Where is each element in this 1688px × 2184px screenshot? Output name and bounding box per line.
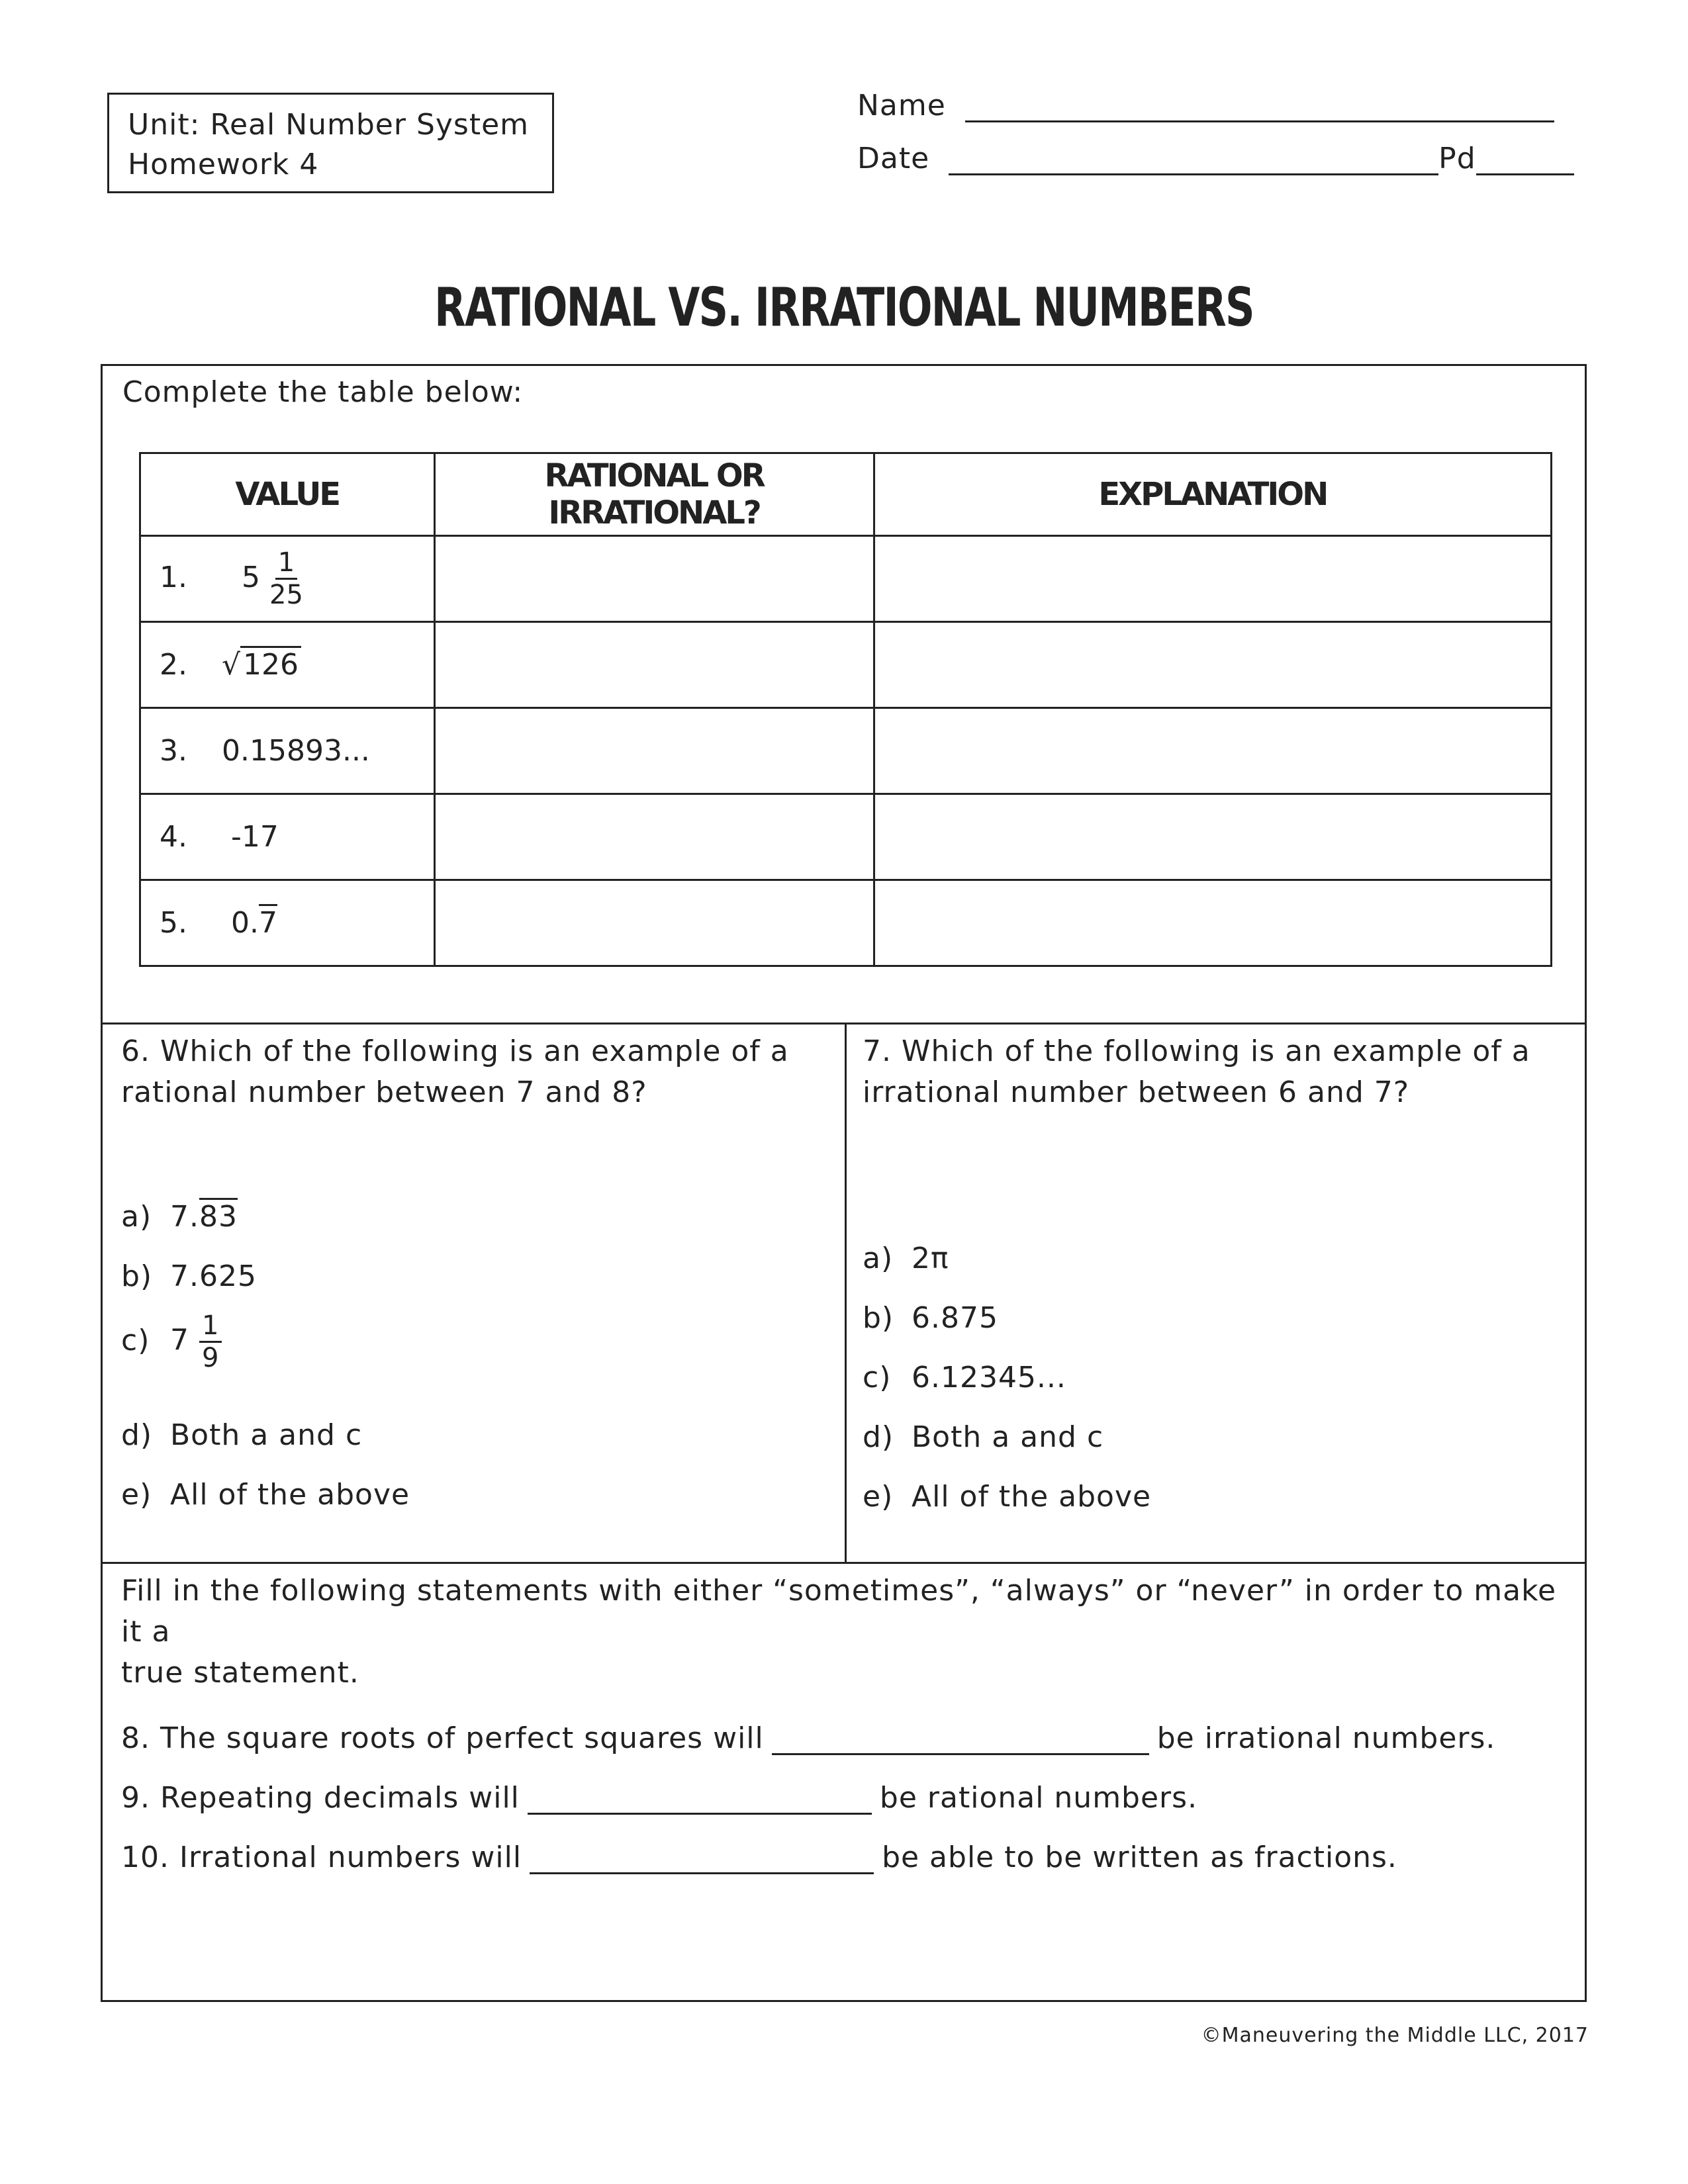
question-6-line-2: rational number between 7 and 8? xyxy=(121,1075,647,1109)
option-label: a) xyxy=(863,1242,894,1275)
statement-9-before: 9. Repeating decimals will xyxy=(121,1781,520,1815)
explanation-cell[interactable] xyxy=(874,536,1551,622)
repeating-digits: 7 xyxy=(259,904,277,940)
radical-icon: √ xyxy=(222,648,241,682)
option-label: d) xyxy=(121,1418,153,1452)
column-divider xyxy=(845,1024,847,1562)
question-6-line-1: 6. Which of the following is an example of a xyxy=(121,1034,789,1068)
option-label: c) xyxy=(121,1323,150,1357)
option-label: e) xyxy=(863,1480,894,1514)
unit-line: Unit: Real Number System xyxy=(128,108,530,142)
question-7-text xyxy=(863,1031,1530,1113)
pd-field[interactable] xyxy=(1476,149,1574,175)
fraction-numerator: 1 xyxy=(275,547,297,580)
option-6b[interactable] xyxy=(121,1259,257,1293)
table-section xyxy=(101,364,1587,1024)
page-title: RATIONAL VS. IRRATIONAL NUMBERS xyxy=(434,277,1254,338)
option-6c[interactable] xyxy=(121,1310,222,1373)
option-value: 7.625 xyxy=(170,1259,257,1293)
question-7-line-2: irrational number between 6 and 7? xyxy=(863,1075,1410,1109)
option-value: Both a and c xyxy=(912,1420,1104,1454)
date-row xyxy=(857,142,1574,175)
repeating-digits: 83 xyxy=(199,1198,238,1234)
statement-8-after: be irrational numbers. xyxy=(1156,1721,1496,1755)
fill-in-instruction-line-1: Fill in the following statements with either “sometimes”, “always” or “never” in order to make it a xyxy=(121,1574,1557,1649)
option-label: c) xyxy=(863,1361,892,1394)
radicand: 126 xyxy=(240,646,301,682)
value-cell xyxy=(140,708,435,794)
statement-10-blank[interactable] xyxy=(530,1848,874,1874)
name-label: Name xyxy=(857,89,946,122)
table-header-row xyxy=(140,453,1552,536)
statement-9 xyxy=(121,1781,1197,1815)
fill-in-instruction xyxy=(121,1570,1585,1694)
column-header-rational-or-irrational: RATIONAL OR IRRATIONAL? xyxy=(434,453,874,536)
option-label: a) xyxy=(121,1200,152,1234)
table-row xyxy=(140,880,1552,966)
fraction-denominator: 25 xyxy=(269,580,303,610)
explanation-cell[interactable] xyxy=(874,708,1551,794)
option-value: 2π xyxy=(912,1242,949,1275)
option-6a[interactable] xyxy=(121,1200,238,1234)
row-value: -17 xyxy=(231,820,279,854)
unit-box xyxy=(107,93,554,193)
option-7a[interactable] xyxy=(863,1242,949,1275)
option-label: d) xyxy=(863,1420,894,1454)
explanation-cell[interactable] xyxy=(874,880,1551,966)
option-value: 6.12345... xyxy=(912,1361,1066,1394)
question-7-line-1: 7. Which of the following is an example of a xyxy=(863,1034,1530,1068)
option-label: e) xyxy=(121,1478,152,1512)
homework-line: Homework 4 xyxy=(128,148,319,181)
table-row xyxy=(140,708,1552,794)
row-number: 5. xyxy=(160,906,187,940)
statement-8-blank[interactable] xyxy=(772,1729,1149,1755)
pd-label: Pd xyxy=(1438,142,1476,175)
statement-8 xyxy=(121,1721,1495,1755)
date-field[interactable] xyxy=(949,149,1438,175)
option-7d[interactable] xyxy=(863,1420,1103,1454)
fraction-numerator: 1 xyxy=(199,1310,222,1343)
value-cell xyxy=(140,880,435,966)
option-6d[interactable] xyxy=(121,1418,362,1452)
date-label: Date xyxy=(857,142,930,175)
statement-10-before: 10. Irrational numbers will xyxy=(121,1841,522,1874)
table-row xyxy=(140,794,1552,880)
square-root xyxy=(222,648,301,682)
fraction xyxy=(199,1310,222,1373)
column-header-explanation: EXPLANATION xyxy=(874,453,1551,536)
name-field[interactable] xyxy=(965,96,1554,122)
row-number: 1. xyxy=(160,560,187,594)
column-header-value: VALUE xyxy=(140,453,435,536)
repeating-decimal xyxy=(231,906,277,940)
answer-cell[interactable] xyxy=(434,708,874,794)
mixed-number-whole: 5 xyxy=(242,560,260,594)
option-label: b) xyxy=(863,1301,894,1335)
option-value: All of the above xyxy=(170,1478,410,1512)
row-value: 0.15893... xyxy=(222,734,370,768)
question-6-text xyxy=(121,1031,789,1113)
option-7e[interactable] xyxy=(863,1480,1151,1514)
decimal-base: 7. xyxy=(170,1200,199,1234)
copyright-footer: ©Maneuvering the Middle LLC, 2017 xyxy=(1201,2024,1589,2047)
fraction-denominator: 9 xyxy=(202,1343,220,1373)
value-cell xyxy=(140,794,435,880)
row-number: 4. xyxy=(160,820,187,854)
explanation-cell[interactable] xyxy=(874,622,1551,708)
answer-cell[interactable] xyxy=(434,880,874,966)
explanation-cell[interactable] xyxy=(874,794,1551,880)
option-7b[interactable] xyxy=(863,1301,998,1335)
option-7c[interactable] xyxy=(863,1361,1066,1394)
value-cell xyxy=(140,536,435,622)
name-row xyxy=(857,89,1554,122)
fill-in-instruction-line-2: true statement. xyxy=(121,1656,359,1690)
table-instruction: Complete the table below: xyxy=(122,375,524,409)
statement-9-blank[interactable] xyxy=(528,1788,872,1815)
table-row xyxy=(140,622,1552,708)
value-table xyxy=(139,452,1552,967)
row-number: 3. xyxy=(160,734,187,768)
row-number: 2. xyxy=(160,648,187,682)
answer-cell[interactable] xyxy=(434,794,874,880)
value-cell xyxy=(140,622,435,708)
fraction xyxy=(269,547,303,610)
statement-8-before: 8. The square roots of perfect squares will xyxy=(121,1721,764,1755)
statement-10 xyxy=(121,1841,1397,1874)
mixed-number-whole: 7 xyxy=(170,1323,189,1357)
option-value: 6.875 xyxy=(912,1301,998,1335)
option-6e[interactable] xyxy=(121,1478,410,1512)
table-row xyxy=(140,536,1552,622)
answer-cell[interactable] xyxy=(434,536,874,622)
option-label: b) xyxy=(121,1259,153,1293)
answer-cell[interactable] xyxy=(434,622,874,708)
fill-in-section xyxy=(101,1562,1587,2002)
statement-10-after: be able to be written as fractions. xyxy=(882,1841,1397,1874)
statement-9-after: be rational numbers. xyxy=(879,1781,1198,1815)
multiple-choice-section xyxy=(101,1023,1587,1564)
option-value: Both a and c xyxy=(170,1418,363,1452)
option-value: All of the above xyxy=(912,1480,1152,1514)
decimal-base: 0. xyxy=(231,906,259,940)
